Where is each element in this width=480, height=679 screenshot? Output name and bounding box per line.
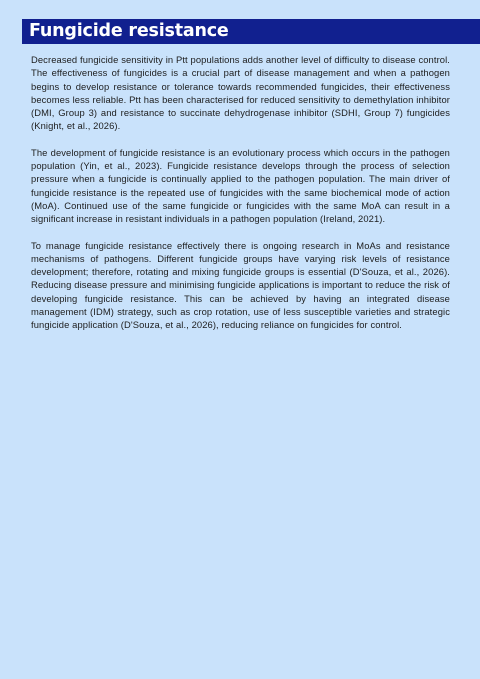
section-header-bar xyxy=(22,19,480,44)
paragraph-3: To manage fungicide resistance effectively there is ongoing research in MoAs and resistance mechanisms of pathogens. Different fungicide groups have varying risk levels of resistance development; therefore, rotating and mixing fungicide groups is essential (D'Souza, et al., 2026). Reducing disease pressure and minimising fungicide applications is important to reduce the risk of developing fungicide resistance. This can be achieved by having an integrated disease management (IDM) strategy, such as crop rotation, use of less susceptible varieties and strategic fungicide application (D'Souza, et al., 2026), reducing reliance on fungicides for control. xyxy=(31,239,450,331)
paragraph-1: Decreased fungicide sensitivity in Ptt populations adds another level of difficulty to disease control. The effectiveness of fungicides is a crucial part of disease management and when a pathogen begins to develop resistance or tolerance towards recommended fungicides, their effectiveness becomes less reliable. Ptt has been characterised for reduced sensitivity to demethylation inhibitor (DMI, Group 3) and resistance to succinate dehydrogenase inhibitor (SDHI, Group 7) fungicides (Knight, et al., 2026). xyxy=(31,54,450,132)
paragraph-2: The development of fungicide resistance is an evolutionary process which occurs in the pathogen population (Yin, et al., 2023). Fungicide resistance develops through the process of selection pressure when a fungicide is continually applied to the pathogen population. The main driver of fungicide resistance is the repeated use of fungicides with the same biochemical mode of action (MoA). Continued use of the same fungicide or fungicides with the same MoA can result in a significant increase in resistant individuals in a pathogen population (Ireland, 2021). xyxy=(31,146,450,225)
section-title: Fungicide resistance xyxy=(29,21,229,41)
body-text xyxy=(31,53,450,345)
